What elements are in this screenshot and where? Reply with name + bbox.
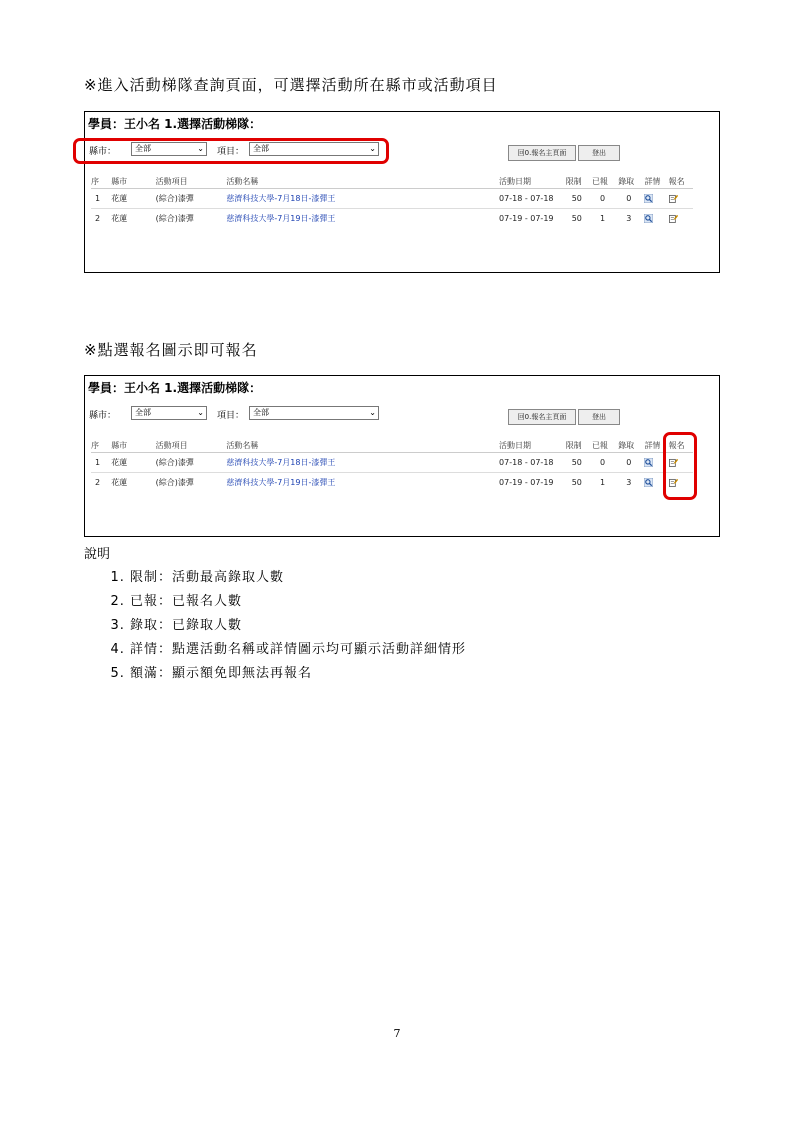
row-acc: 0 bbox=[618, 453, 644, 473]
row-limit: 50 bbox=[566, 473, 592, 493]
notes-list bbox=[84, 566, 466, 686]
chevron-down-icon: ⌄ bbox=[197, 144, 204, 153]
col-item: 活動項目 bbox=[156, 175, 227, 189]
row-item: (綜合)漆彈 bbox=[156, 189, 227, 209]
col-date: 活動日期 bbox=[499, 175, 566, 189]
row-date: 07-19 - 07-19 bbox=[499, 473, 566, 493]
row-no: 2 bbox=[91, 209, 111, 229]
col-name: 活動名稱 bbox=[226, 439, 499, 453]
logout-button[interactable]: 登出 bbox=[578, 409, 620, 425]
note-item: 1. 限制：活動最高錄取人數 bbox=[130, 566, 466, 590]
signup-icon[interactable] bbox=[669, 194, 678, 203]
row-acc: 3 bbox=[618, 473, 644, 493]
col-acc: 錄取 bbox=[618, 439, 644, 453]
item-label: 項目： bbox=[217, 411, 245, 421]
item-value: 全部 bbox=[253, 408, 269, 417]
row-date: 07-18 - 07-18 bbox=[499, 453, 566, 473]
table-row bbox=[91, 209, 693, 229]
row-no: 1 bbox=[91, 189, 111, 209]
col-limit: 限制 bbox=[566, 439, 592, 453]
row-limit: 50 bbox=[566, 209, 592, 229]
row-county: 花蓮 bbox=[111, 209, 155, 229]
col-no: 序 bbox=[91, 439, 111, 453]
item-value: 全部 bbox=[253, 144, 269, 153]
page-number: 7 bbox=[393, 1027, 401, 1040]
col-signup: 報名 bbox=[669, 439, 693, 453]
activity-name-link[interactable]: 慈濟科技大學-7月19日-漆彈王 bbox=[226, 478, 336, 487]
county-label: 縣市： bbox=[89, 147, 117, 157]
county-value: 全部 bbox=[135, 144, 151, 153]
signup-icon[interactable] bbox=[669, 214, 678, 223]
chevron-down-icon: ⌄ bbox=[369, 144, 376, 153]
table-row bbox=[91, 189, 693, 209]
county-label: 縣市： bbox=[89, 411, 117, 421]
filter-highlight bbox=[73, 138, 389, 164]
row-reg: 0 bbox=[592, 453, 618, 473]
magnifier-icon[interactable] bbox=[644, 478, 653, 487]
col-county: 縣市 bbox=[111, 439, 155, 453]
activity-name-link[interactable]: 慈濟科技大學-7月19日-漆彈王 bbox=[226, 214, 336, 223]
item-select[interactable] bbox=[249, 406, 379, 420]
county-select[interactable] bbox=[131, 406, 207, 420]
item-label: 項目： bbox=[217, 147, 245, 157]
col-acc: 錄取 bbox=[618, 175, 644, 189]
note-item: 5. 額滿：顯示額免即無法再報名 bbox=[130, 662, 466, 686]
col-detail: 詳情 bbox=[644, 175, 668, 189]
col-reg: 已報 bbox=[592, 175, 618, 189]
magnifier-icon[interactable] bbox=[644, 214, 653, 223]
table-header bbox=[91, 439, 693, 453]
row-no: 1 bbox=[91, 453, 111, 473]
chevron-down-icon: ⌄ bbox=[369, 408, 376, 417]
row-date: 07-18 - 07-18 bbox=[499, 189, 566, 209]
magnifier-icon[interactable] bbox=[644, 194, 653, 203]
note-item: 2. 已報：已報名人數 bbox=[130, 590, 466, 614]
col-limit: 限制 bbox=[566, 175, 592, 189]
activity-table bbox=[91, 175, 693, 228]
col-date: 活動日期 bbox=[499, 439, 566, 453]
section1-heading: ※進入活動梯隊查詢頁面，可選擇活動所在縣市或活動項目 bbox=[84, 76, 498, 94]
row-limit: 50 bbox=[566, 189, 592, 209]
row-no: 2 bbox=[91, 473, 111, 493]
row-item: (綜合)漆彈 bbox=[156, 453, 227, 473]
notes-title: 說明 bbox=[84, 547, 111, 562]
chevron-down-icon: ⌄ bbox=[197, 408, 204, 417]
back-main-button[interactable]: 回0.報名主頁面 bbox=[508, 145, 576, 161]
row-reg: 0 bbox=[592, 189, 618, 209]
screenshot-2 bbox=[84, 375, 720, 537]
screenshot-1 bbox=[84, 111, 720, 273]
row-county: 花蓮 bbox=[111, 453, 155, 473]
row-item: (綜合)漆彈 bbox=[156, 473, 227, 493]
logout-button[interactable]: 登出 bbox=[578, 145, 620, 161]
col-item: 活動項目 bbox=[156, 439, 227, 453]
signup-column-highlight bbox=[663, 432, 697, 500]
row-reg: 1 bbox=[592, 473, 618, 493]
note-item: 3. 錄取：已錄取人數 bbox=[130, 614, 466, 638]
activity-name-link[interactable]: 慈濟科技大學-7月18日-漆彈王 bbox=[226, 458, 336, 467]
section2-heading: ※點選報名圖示即可報名 bbox=[84, 341, 258, 359]
table-header bbox=[91, 175, 693, 189]
col-signup: 報名 bbox=[669, 175, 693, 189]
col-county: 縣市 bbox=[111, 175, 155, 189]
row-limit: 50 bbox=[566, 453, 592, 473]
row-reg: 1 bbox=[592, 209, 618, 229]
activity-table bbox=[91, 439, 693, 492]
shot-title: 學員：王小名 1.選擇活動梯隊： bbox=[88, 117, 262, 131]
row-county: 花蓮 bbox=[111, 189, 155, 209]
table-row bbox=[91, 453, 693, 473]
row-county: 花蓮 bbox=[111, 473, 155, 493]
row-acc: 3 bbox=[618, 209, 644, 229]
shot-title: 學員：王小名 1.選擇活動梯隊： bbox=[88, 381, 262, 395]
activity-name-link[interactable]: 慈濟科技大學-7月18日-漆彈王 bbox=[226, 194, 336, 203]
row-acc: 0 bbox=[618, 189, 644, 209]
table-row bbox=[91, 473, 693, 493]
row-date: 07-19 - 07-19 bbox=[499, 209, 566, 229]
col-reg: 已報 bbox=[592, 439, 618, 453]
back-main-button[interactable]: 回0.報名主頁面 bbox=[508, 409, 576, 425]
row-item: (綜合)漆彈 bbox=[156, 209, 227, 229]
notes bbox=[84, 543, 466, 686]
magnifier-icon[interactable] bbox=[644, 458, 653, 467]
col-no: 序 bbox=[91, 175, 111, 189]
note-item: 4. 詳情：點選活動名稱或詳情圖示均可顯示活動詳細情形 bbox=[130, 638, 466, 662]
county-value: 全部 bbox=[135, 408, 151, 417]
col-detail: 詳情 bbox=[644, 439, 668, 453]
col-name: 活動名稱 bbox=[226, 175, 499, 189]
